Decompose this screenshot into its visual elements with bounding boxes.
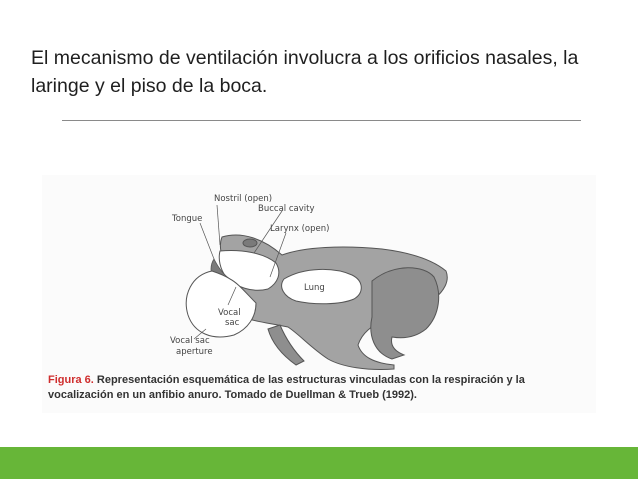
- label-lung: Lung: [304, 283, 325, 293]
- frog-hind-leg: [371, 268, 439, 359]
- label-aperture-1: Vocal sac: [170, 336, 210, 346]
- frog-eye: [243, 239, 257, 247]
- label-larynx: Larynx (open): [270, 224, 330, 234]
- label-tongue: Tongue: [172, 214, 203, 224]
- footer-accent-bar: [0, 447, 638, 479]
- figure-caption: [48, 373, 588, 403]
- label-buccal-cavity: Buccal cavity: [258, 204, 315, 214]
- frog-respiration-figure: [42, 175, 596, 413]
- label-vocal-sac-2: sac: [225, 318, 240, 328]
- label-nostril: Nostril (open): [214, 194, 273, 204]
- frog-diagram: [42, 175, 596, 375]
- label-aperture-2: aperture: [176, 347, 213, 357]
- label-vocal-sac-1: Vocal: [218, 308, 241, 318]
- slide-body-text: El mecanismo de ventilación involucra a los orificios nasales, la laringe y el piso de la boca.: [31, 47, 579, 97]
- caption-label: Figura 6.: [48, 374, 94, 386]
- caption-text: Representación esquemática de las estructuras vinculadas con la respiración y la vocalización en un anfibio anuro. Tomado de Duellman & Trueb (1992).: [48, 374, 525, 401]
- title-divider: [62, 120, 581, 121]
